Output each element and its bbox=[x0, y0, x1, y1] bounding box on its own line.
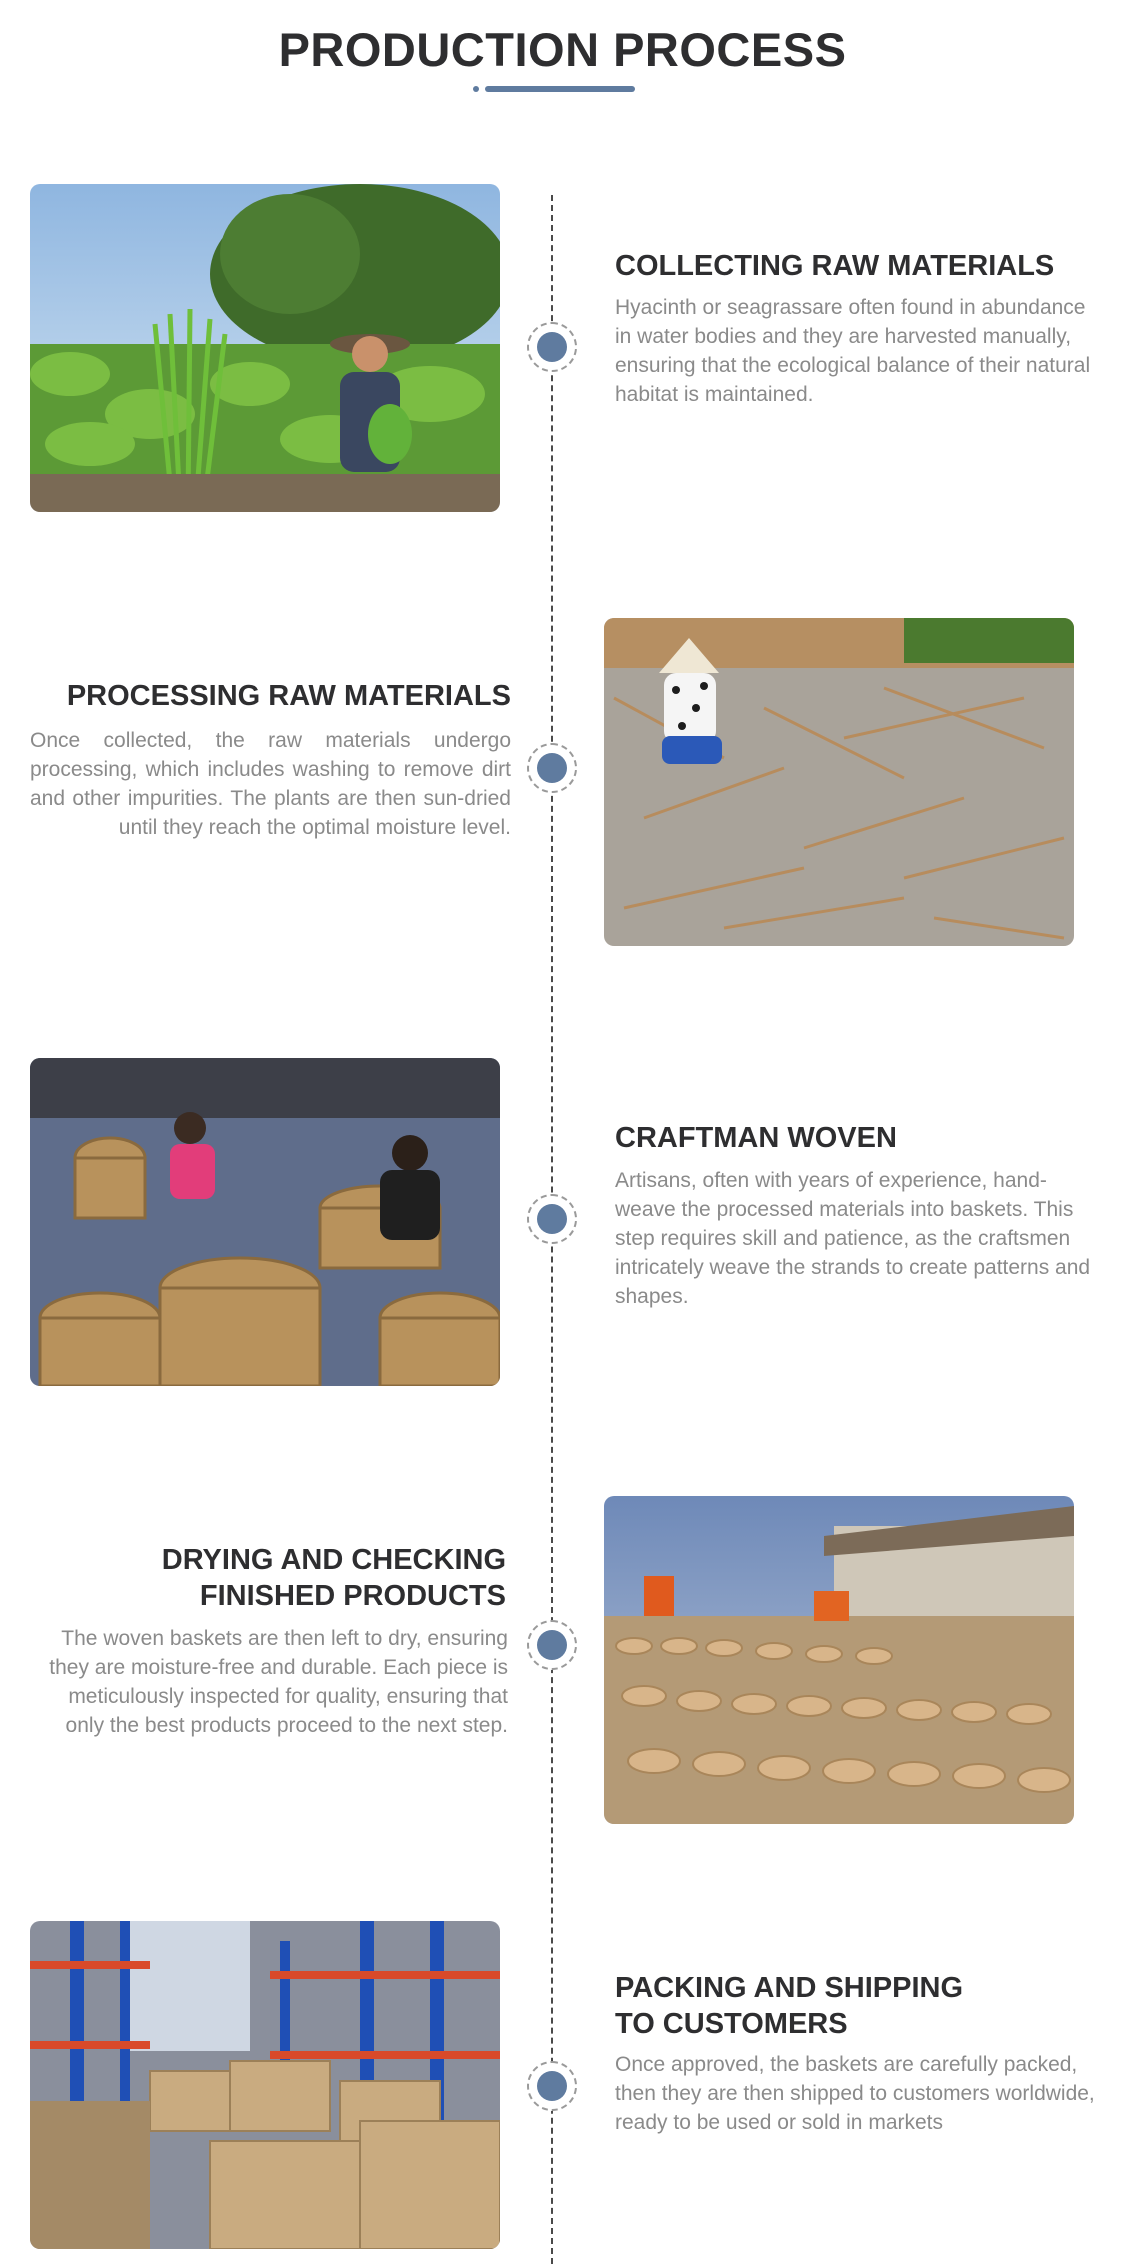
timeline-node-5 bbox=[527, 2061, 577, 2111]
step-title-drying-line2: FINISHED PRODUCTS bbox=[199, 1580, 506, 1612]
step-desc-collecting: Hyacinth or seagrassare often found in abundance in water bodies and they are harvested manually, ensuring that the ecological balance of their natural habitat is maintained. bbox=[615, 296, 1091, 406]
page-header bbox=[0, 0, 1125, 120]
timeline-node-4 bbox=[527, 1620, 577, 1670]
title-underline bbox=[485, 86, 635, 92]
photo-artisans-weaving bbox=[30, 1058, 500, 1386]
step-title-drying-line1: DRYING AND CHECKING bbox=[161, 1544, 506, 1576]
step-title-processing: PROCESSING RAW MATERIALS bbox=[66, 680, 511, 712]
timeline-node-2 bbox=[527, 743, 577, 793]
step-title-drying bbox=[30, 1542, 506, 1614]
step-title-packing-line1: PACKING AND SHIPPING bbox=[615, 1972, 964, 2004]
photo-harvesting-water-hyacinth bbox=[30, 184, 500, 512]
timeline-node-1 bbox=[527, 322, 577, 372]
step-desc-packing: Once approved, the baskets are carefully packed, then they are then shipped to customers worldwide, ready to be used or sold in markets bbox=[615, 2053, 1095, 2134]
step-desc-processing: Once collected, the raw materials undergo processing, which includes washing to remove dirt and other impurities. The plants are then sun-dried until they reach the optimal moisture level. bbox=[30, 729, 511, 839]
step-title-packing-line2: TO CUSTOMERS bbox=[615, 2008, 848, 2040]
title-underline-dot bbox=[473, 86, 479, 92]
step-desc-craftman: Artisans, often with years of experience, hand-weave the processed materials into baskets. This step requires skill and patience, as the craftsmen intricately weave the strands to create patterns and shapes. bbox=[615, 1169, 1091, 1308]
step-desc-drying: The woven baskets are then left to dry, ensuring they are moisture-free and durable. Each piece is meticulously inspected for quality, ensuring that only the best products proceed to the next step. bbox=[49, 1627, 508, 1737]
photo-baskets-drying-yard bbox=[604, 1496, 1074, 1824]
step-title-collecting: COLLECTING RAW MATERIALS bbox=[615, 250, 1055, 282]
photo-sun-drying-plants bbox=[604, 618, 1074, 946]
step-title-packing bbox=[615, 1970, 1095, 2042]
step-title-craftman: CRAFTMAN WOVEN bbox=[615, 1122, 897, 1154]
photo-warehouse-boxes bbox=[30, 1921, 500, 2249]
page-title: PRODUCTION PROCESS bbox=[278, 23, 847, 76]
timeline-node-3 bbox=[527, 1194, 577, 1244]
